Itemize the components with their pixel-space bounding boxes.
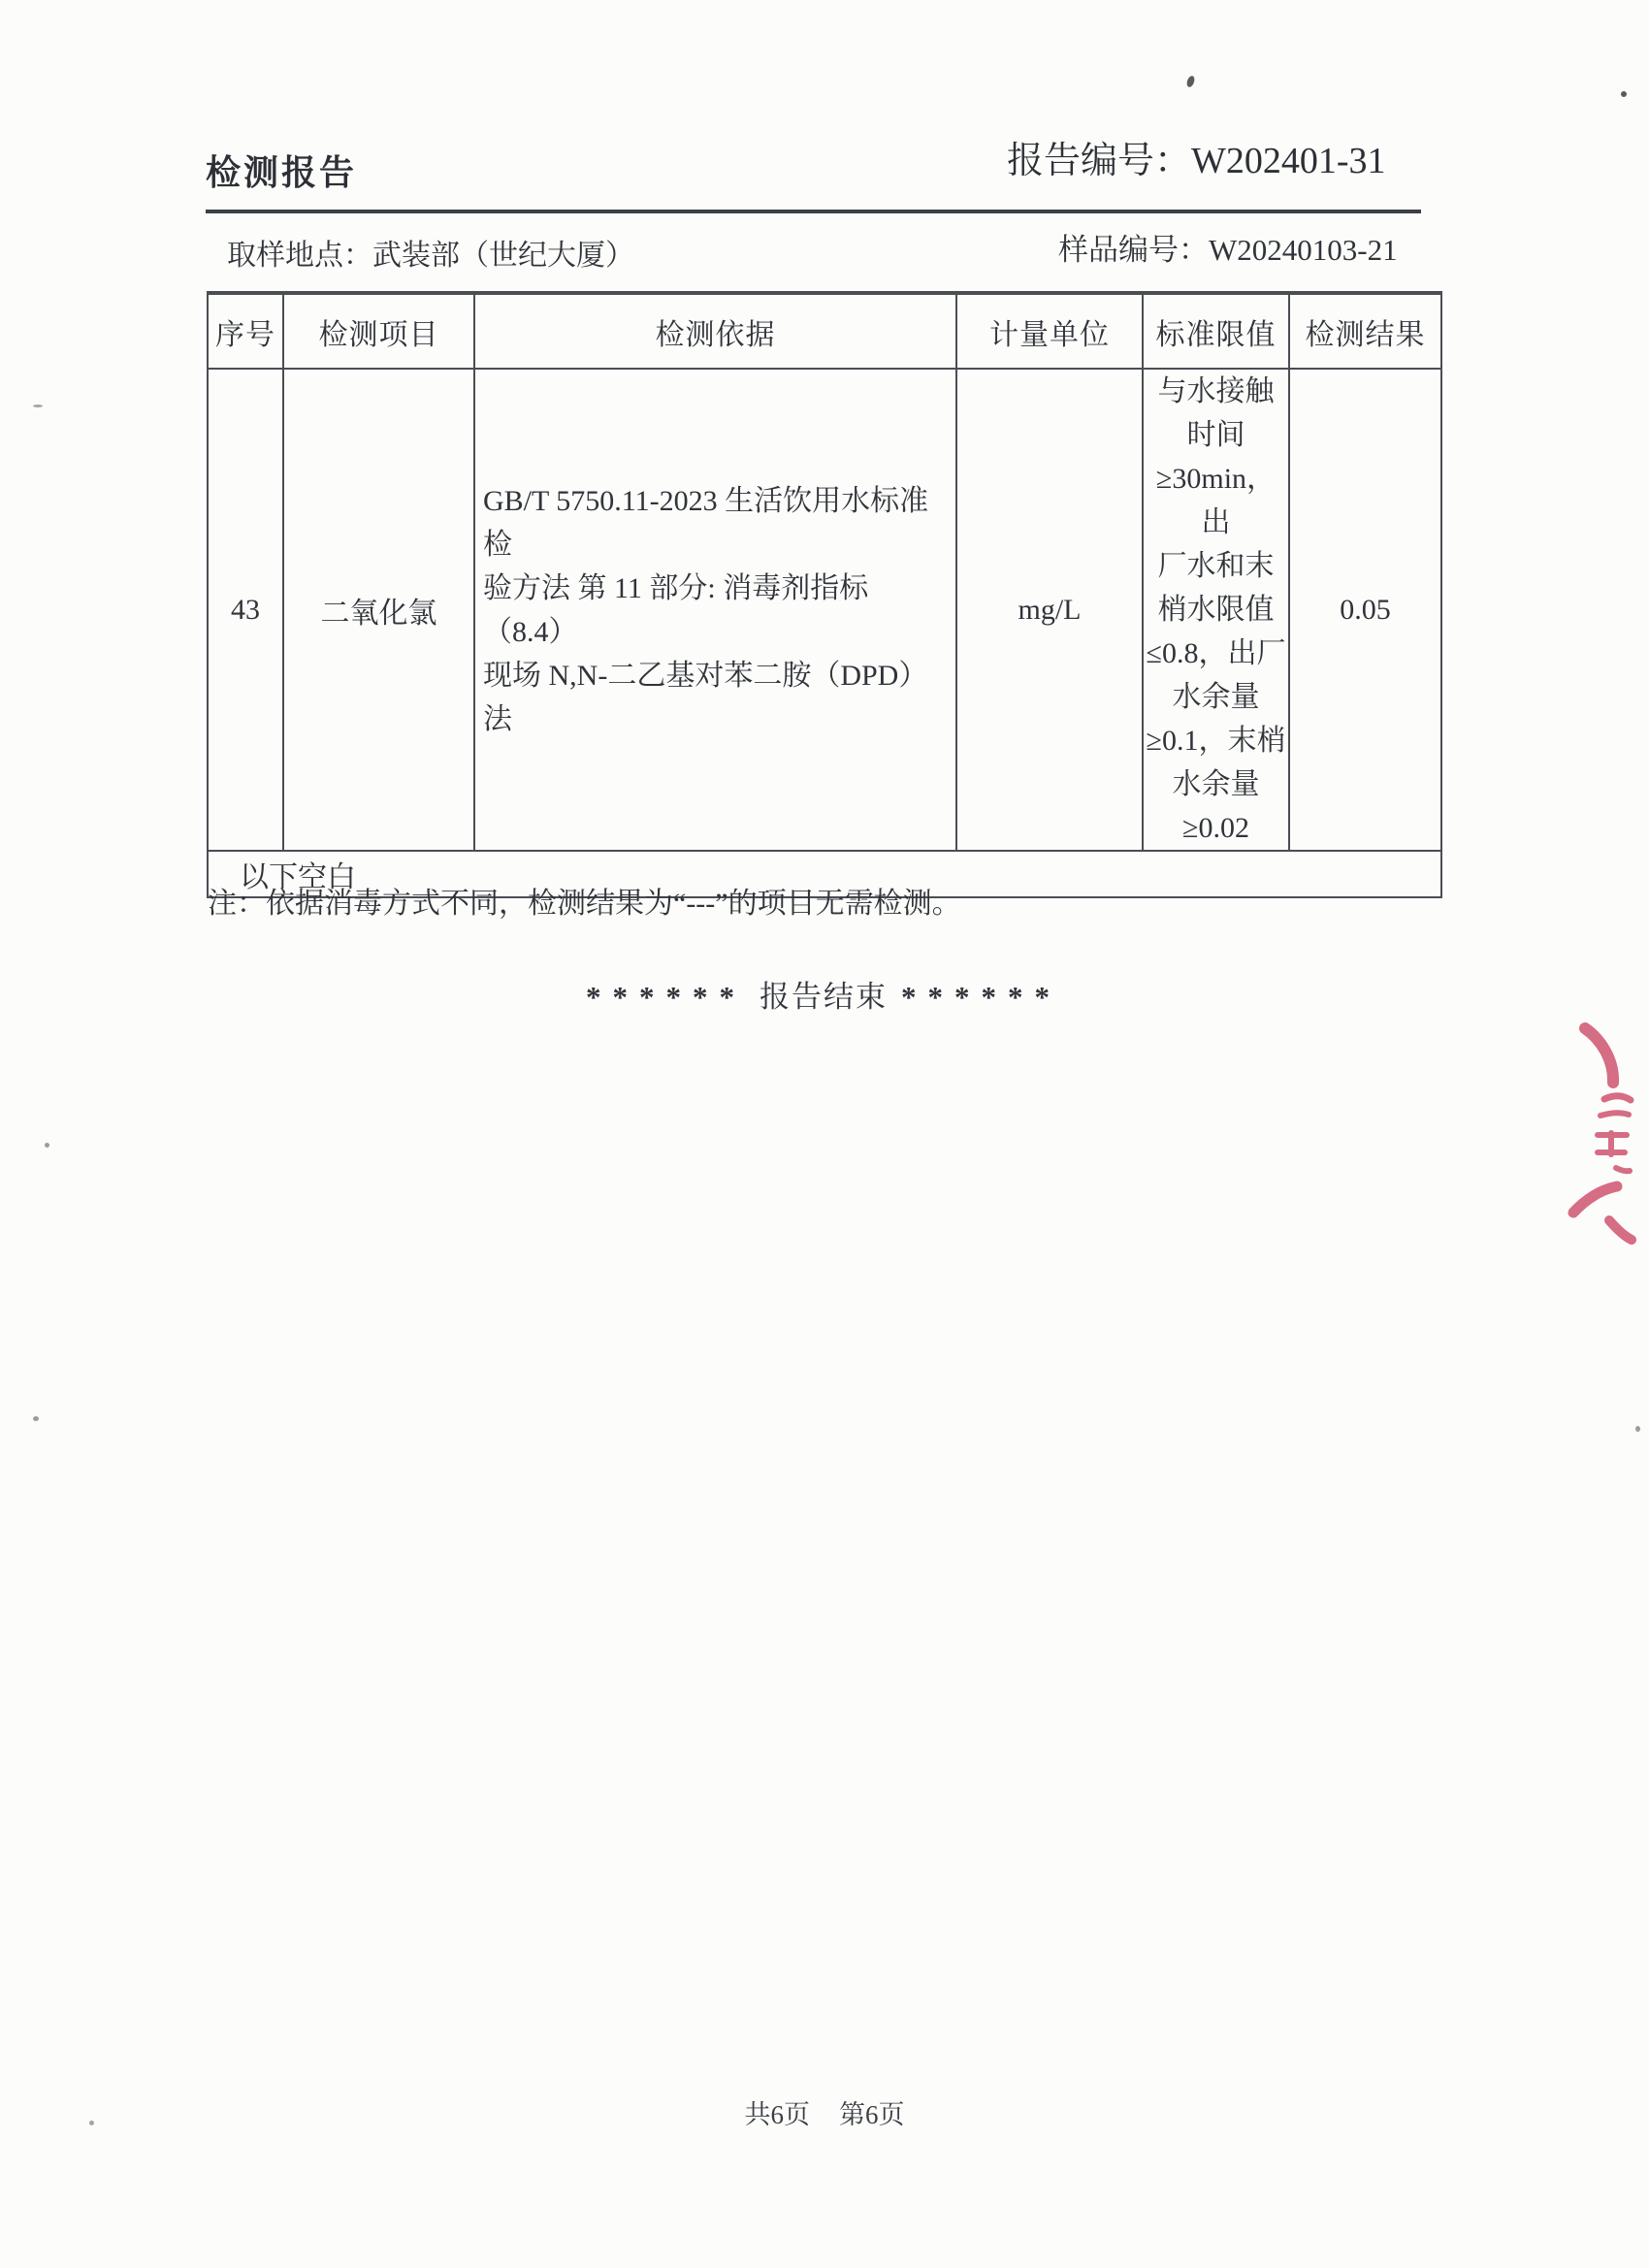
page-footer: [0, 2093, 1649, 2131]
cell-unit: mg/L: [956, 369, 1143, 851]
scan-speck: [33, 1416, 39, 1421]
sample-number-label: 样品编号：: [1058, 233, 1209, 267]
scan-speck: [45, 1143, 49, 1148]
header-basis: 检测依据: [474, 293, 956, 369]
sample-number-value: W20240103-21: [1209, 233, 1398, 267]
header-seq: 序号: [208, 293, 283, 369]
footer-current-page: 第6页: [839, 2100, 905, 2129]
cell-limit: 与水接触 时间 ≥30min，出 厂水和末 梢水限值 ≤0.8，出厂 水余量 ≥0.1，末梢 水余量 ≥0.02: [1143, 369, 1289, 851]
sample-number: [1058, 225, 1398, 269]
note-text: 注：依据消毒方式不同，检测结果为“---”的项目无需检测。: [208, 888, 961, 920]
header-divider: [206, 210, 1421, 213]
page-title: 检测报告: [206, 153, 358, 192]
header-limit: 标准限值: [1143, 293, 1289, 369]
results-table: [207, 291, 1442, 898]
scan-speck: [1185, 75, 1196, 88]
header-result: 检测结果: [1289, 293, 1441, 369]
report-number-value: W202401-31: [1191, 141, 1386, 181]
report-number: [1007, 130, 1386, 183]
header-item: 检测项目: [283, 293, 474, 369]
scan-speck: [1635, 1426, 1640, 1432]
sampling-location: [227, 231, 634, 274]
cell-item: 二氧化氯: [283, 369, 474, 851]
end-label: 报告结束: [760, 980, 888, 1014]
scan-speck: [33, 405, 43, 407]
blank-row-label: 以下空白: [208, 851, 1441, 897]
cell-seq: 43: [208, 369, 283, 851]
table-header-row: [208, 293, 1441, 369]
report-end-line: [207, 972, 1440, 1016]
scan-speck: [1621, 91, 1627, 97]
report-number-label: 报告编号：: [1007, 141, 1192, 181]
header-unit: 计量单位: [956, 293, 1143, 369]
cell-basis: GB/T 5750.11-2023 生活饮用水标准检 验方法 第 11 部分: 消毒剂指标 （8.4） 现场 N,N-二乙基对苯二胺（DPD）法: [474, 369, 956, 851]
table-row: [208, 369, 1441, 851]
cell-result: 0.05: [1289, 369, 1441, 851]
end-stars-left: ******: [586, 980, 746, 1014]
red-stamp: [1556, 1007, 1649, 1261]
end-stars-right: ******: [901, 980, 1061, 1014]
sampling-location-label: 取样地点：: [227, 240, 372, 272]
footer-total-pages: 共6页: [744, 2100, 810, 2129]
sampling-location-value: 武装部（世纪大厦）: [372, 240, 634, 272]
